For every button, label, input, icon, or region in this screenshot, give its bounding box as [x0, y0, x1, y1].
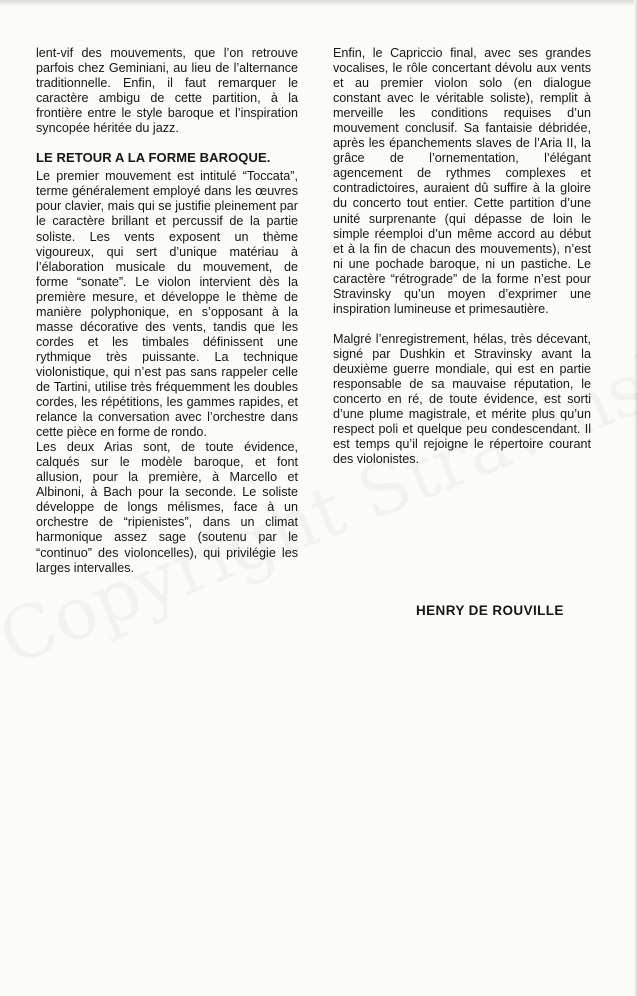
paragraph-gap [333, 317, 591, 332]
capriccio-paragraph: Enfin, le Capriccio final, avec ses grandes vocalises, le rôle concertant dévolu aux vents et au premier violon solo (en dialogue constant avec le véritable soliste), remplit à merveille les conditions requises d’un mouvement conclusif. Sa fantaisie débridée, après les épanchements slaves de l’Aria II, la grâce de l’ornementation, l’élégant agencement de rythmes complexes et contradictoires, auraient dû suffire à la gloire du concerto tout entier. Cette partition d’une unité surprenante (qui dépasse de loin le simple réemploi d’un même accord au début et à la fin de chacun des mouvements), n’est ni une pochade baroque, ni un pastiche. Le caractère “rétrograde” de la forme n’est pour Stravinsky qu’un moyen d’exprimer une inspiration lumineuse et primesautière. [333, 46, 591, 316]
intro-paragraph: lent-vif des mouvements, que l’on retrouve parfois chez Geminiani, au lieu de l’alternance traditionnelle. Enfin, il faut remarquer le caractère ambigu de cette partition, à la frontière entre le style baroque et l’inspiration syncopée héritée du jazz. [36, 46, 298, 136]
left-column [36, 46, 298, 576]
page-right-edge [634, 0, 638, 996]
conclusion-paragraph: Malgré l’enregistrement, hélas, très décevant, signé par Dushkin et Stravinsky avant la deuxième guerre mondiale, qui est en partie responsable de sa mauvaise réputation, le concerto en ré, de toute évidence, est sorti d’une plume magistrale, et mérite plus qu’un respect poli et quelque peu condescendant. Il est temps qu’il rejoigne le répertoire courant des violonistes. [333, 331, 591, 467]
toccata-paragraph: Le premier mouvement est intitulé “Toccata”, terme généralement employé dans les œuvres pour clavier, mais qui se justifie pleinement par le caractère brillant et percussif de la partie soliste. Les vents exposent un thème vigoureux, qui sert d’unique matériau à l’élaboration musicale du mouvement, de forme “sonate”. Le violon intervient dès la première mesure, et développe le thème de manière polyphonique, en s’opposant à la masse décorative des vents, tandis que les cordes et les timbales définissent une rythmique très puissante. La technique violonistique, qui n’est pas sans rappeler celle de Tartini, utilise très fréquemment les doubles cordes, les répétitions, les gammes rapides, et relance la conversation avec l’orchestre dans cette pièce en forme de rondo. [36, 169, 298, 440]
section-heading: LE RETOUR A LA FORME BAROQUE. [36, 150, 271, 166]
page-top-edge [0, 0, 638, 6]
arias-paragraph: Les deux Arias sont, de toute évidence, calqués sur le modèle baroque, et font allusion, pour la première, à Marcello et Albinoni, à Bach pour la seconde. Le soliste développe de longs mélismes, face à un orchestre de “ripienistes”, dans un climat harmonique assez sage (soutenu par le “continuo” des violoncelles), qui privilégie les larges intervalles. [36, 440, 298, 575]
right-column [333, 46, 591, 467]
author-signature: HENRY DE ROUVILLE [416, 603, 564, 618]
